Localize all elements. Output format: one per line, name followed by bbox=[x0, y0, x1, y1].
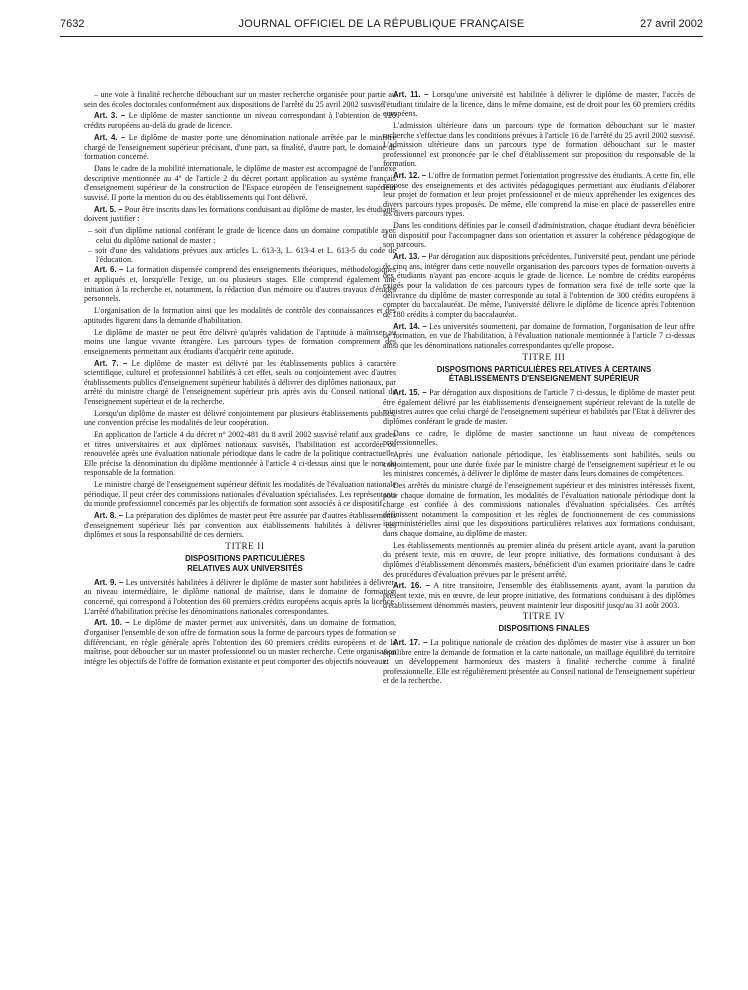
paragraph bbox=[383, 121, 695, 169]
article-number: Art. 5. – bbox=[94, 204, 123, 214]
article-text: La politique nationale de création des diplômes de master vise à assurer un bon équilibre entre la demande de formation et la carte nationale, un maillage équilibré du territoire et un développement harmonieux des masters à finalité recherche comme à finalité professionnelle. Elle est régulièrement présentée au Conseil national de l'enseignement supérieur et de la recherche. bbox=[383, 638, 696, 686]
article-text: Après une évaluation nationale périodique, les établissements sont habilités, seuls ou conjointement, pour une durée fixée par le ministre chargé de l'enseignement supérieur et le ou les ministres concernés, à délivrer le diplôme de master dans leurs domaines de compétences. bbox=[383, 450, 695, 479]
article-text: L'organisation de la formation ainsi que les modalités de contrôle des connaissances et des aptitudes figurent dans la demande d'habilitation. bbox=[84, 306, 396, 325]
article-number: Art. 7. – bbox=[94, 358, 128, 368]
article-number: Art. 16. – bbox=[393, 581, 430, 591]
article-number: Art. 8. – bbox=[94, 511, 124, 521]
article-paragraph bbox=[84, 265, 396, 303]
article-number: Art. 13. – bbox=[393, 252, 427, 262]
article-number: Art. 12. – bbox=[393, 171, 427, 181]
paragraph bbox=[383, 221, 695, 250]
article-paragraph bbox=[84, 359, 396, 407]
article-paragraph bbox=[84, 511, 396, 540]
article-number: Art. 10. – bbox=[94, 618, 130, 628]
article-text: – soit d'un diplôme national conférant le grade de licence dans un domaine compatible avec celui du diplôme national de master ; bbox=[88, 226, 396, 245]
article-text: Le diplôme de master est délivré par les établissements publics à caractère scientifique, culturel et professionnel habilités à cet effet, seuls ou conjointement avec d'autres établissements publics d'enseignement supérieur habilités à délivrer des diplômes nationaux, par arrêté du ministre chargé de l'enseignement supérieur pris après avis du Conseil national de l'enseignement supérieur et de la recherche. bbox=[84, 358, 397, 406]
article-number: Art. 11. – bbox=[393, 90, 429, 99]
article-paragraph bbox=[383, 388, 695, 426]
paragraph bbox=[84, 328, 396, 357]
article-text: Les universités soumettent, par domaine de formation, l'organisation de leur offre de formation, en vue de l'habilitation, à l'évaluation nationale mentionnée à l'article 7 ci-dessus ainsi que les dénominations nationales correspondantes qu'elle propose. bbox=[383, 321, 695, 350]
paragraph bbox=[383, 481, 695, 538]
article-text: Des arrêtés du ministre chargé de l'enseignement supérieur et des ministres intéressés fixent, pour chaque domaine de formation, les modalités de l'évaluation nationale périodique dont la charge est confiée à des commissions nationales d'évaluation spécialisées. Ces arrêtés définissent notamment la composition et les règles de fonctionnement de ces commissions interministérielles ainsi que les dispositions particulières relatives aux formations conduisant, dans chaque domaine, au diplôme de master. bbox=[383, 481, 695, 538]
journal-title: JOURNAL OFFICIEL DE LA RÉPUBLIQUE FRANÇAISE bbox=[238, 18, 525, 30]
paragraph bbox=[383, 541, 695, 579]
paragraph bbox=[84, 306, 396, 325]
article-text: – une voie à finalité recherche débouchant sur un master recherche organisée pour partie au sein des écoles doctorales conformément aux dispositions de l'arrêté du 25 avril 2002 susvisé. bbox=[84, 90, 396, 109]
article-paragraph bbox=[383, 638, 695, 686]
article-text: Par dérogation aux dispositions précédentes, l'université peut, pendant une période de cinq ans, intégrer dans cette nouvelle organisation des parcours types de formation ouverts à des étudiants n'ayant pas encore acquis le grade de licence. Le nombre de crédits européens exigés pour la validation de ces parcours types de formation sera fixé de telle sorte que la délivrance du diplôme de master corresponde au total à l'obtention de 300 crédits européens à compter du baccalauréat. De même, l'université délivre le diplôme de licence après l'obtention de 180 crédits à compter du baccalauréat. bbox=[383, 252, 696, 319]
paragraph bbox=[84, 164, 396, 202]
article-text: Le diplôme de master ne peut être délivré qu'après validation de l'aptitude à maîtriser au moins une langue vivante étrangère. Les parcours types de formation comprennent des enseignements permettant aux étudiants d'acquérir cette aptitude. bbox=[84, 327, 396, 356]
paragraph bbox=[84, 90, 396, 109]
paragraph bbox=[383, 450, 695, 479]
issue-date: 27 avril 2002 bbox=[640, 18, 703, 30]
article-text: Dans le cadre de la mobilité internationale, le diplôme de master est accompagné de l'annexe descriptive mentionnée au 4° de l'article 2 du décret portant application au système français d'enseignement supérieur de la construction de l'Espace européen de l'enseignement supérieur susvisé. Il porte la mention du ou des établissements qui l'ont délivré. bbox=[84, 164, 396, 202]
paragraph bbox=[383, 429, 695, 448]
article-text: Le ministre chargé de l'enseignement supérieur définit les modalités de l'évaluation nationale périodique. Il peut créer des commissions nationales d'évaluation spécialisées. Les représentants du monde professionnel concernés par les objectifs de formation sont associés à ce dispositif. bbox=[84, 480, 396, 509]
article-text: Les universités habilitées à délivrer le diplôme de master sont habilitées à délivrer, au niveau intermédiaire, le diplôme national de maîtrise, dans le domaine de formation concerné, qui correspond à l'obtention des 60 premiers crédits européens acquis après la licence. L'arrêté d'habilitation précise les dénominations nationales correspondantes. bbox=[84, 577, 396, 616]
article-text: Le diplôme de master sanctionne un niveau correspondant à l'obtention de 120 crédits européens au-delà du grade de licence. bbox=[84, 111, 396, 131]
article-paragraph bbox=[84, 618, 396, 666]
article-number: Art. 15. – bbox=[393, 388, 427, 398]
article-paragraph bbox=[383, 171, 695, 219]
paragraph bbox=[88, 245, 396, 265]
article-paragraph bbox=[84, 111, 396, 130]
article-text: Les établissements mentionnés au premier alinéa du présent article ayant, avant la parution du présent texte, mis en œuvre, de leur propre initiative, des formations conduisant à des diplômes d'établissement dénommés masters, bénéficient d'un examen prioritaire dans le cadre des procédures d'évaluation prévues par le présent arrêté. bbox=[383, 540, 695, 579]
article-text: Le diplôme de master porte une dénomination nationale arrêtée par le ministre chargé de l'enseignement supérieur précisant, d'une part, sa finalité, d'autre part, le domaine de formation concerné. bbox=[84, 132, 397, 162]
section-subtitle: DISPOSITIONS PARTICULIÈRES bbox=[185, 554, 305, 564]
article-paragraph bbox=[84, 205, 396, 224]
section-subtitle: RELATIVES AUX UNIVERSITÉS bbox=[187, 564, 303, 574]
article-number: Art. 9. – bbox=[94, 577, 124, 587]
article-text: La préparation des diplômes de master peut être assurée par d'autres établissements d'enseignement supérieur liés par convention aux établissements habilités à délivrer ces diplômes et sous la responsabilité de ces derniers. bbox=[84, 511, 397, 540]
page-number: 7632 bbox=[60, 18, 85, 30]
article-text: Lorsqu'un diplôme de master est délivré conjointement par plusieurs établissements publics, une convention précise les modalités de leur coopération. bbox=[84, 408, 396, 428]
article-text: En application de l'article 4 du décret n° 2002-481 du 8 avril 2002 susvisé relatif aux grades et titres universitaires et aux diplômes nationaux susvisés, l'habilitation est accordée ou renouvelée après une évaluation nationale périodique dans le cadre de la politique contractuelle. Elle précise la dénomination du diplôme mentionnée à l'article 4 ci-dessus ainsi que le nom du responsable de la formation. bbox=[84, 430, 396, 478]
article-text: – soit d'une des validations prévues aux articles L. 613-3, L. 613-4 et L. 613-5 du code de l'éducation. bbox=[88, 245, 396, 265]
article-paragraph bbox=[383, 90, 695, 119]
article-paragraph bbox=[383, 322, 695, 351]
article-text: L'offre de formation permet l'orientation progressive des étudiants. A cette fin, elle propose des enseignements et des activités pédagogiques permettant aux étudiants d'élaborer leur projet de formation et leur projet professionnel et de mieux appréhender les exigences des divers parcours types proposés. De même, elle comprend la mise en place de passerelles entre les divers parcours types. bbox=[383, 171, 695, 219]
page-header bbox=[60, 16, 703, 37]
article-text: La formation dispensée comprend des enseignements théoriques, méthodologiques et appliqués et, lorsqu'elle l'exige, un ou plusieurs stages. Elle comprend également une initiation à la recherche et, notamment, la rédaction d'un mémoire ou d'autres travaux d'études personnels. bbox=[84, 265, 396, 304]
section-subtitle: DISPOSITIONS FINALES bbox=[498, 624, 590, 634]
article-text: A titre transitoire, l'ensemble des établissements ayant, avant la parution du présent texte, mis en œuvre, de leur propre initiative, des formations conduisant à des diplômes d'établissement dénommés masters, peuvent maintenir leur dispositif jusqu'au 31 août 2003. bbox=[383, 581, 696, 610]
article-number: Art. 3. – bbox=[94, 111, 126, 121]
section-title: TITRE III bbox=[522, 351, 566, 362]
paragraph bbox=[88, 226, 396, 245]
article-number: Art. 14. – bbox=[393, 321, 427, 331]
article-text: Par dérogation aux dispositions de l'article 7 ci-dessus, le diplôme de master peut être également délivré par les établissements d'enseignement supérieur relevant de la tutelle de ministres autres que celui chargé de l'enseignement supérieur et habilités par l'Etat à délivrer des diplômes conférant le grade de master. bbox=[383, 388, 696, 426]
article-paragraph bbox=[84, 133, 396, 162]
article-text: Le diplôme de master permet aux universités, dans un domaine de formation, d'organiser l'ensemble de son offre de formation sous la forme de parcours types de formation se différenciant, en règle générale après l'obtention des 60 premiers crédits européens et de la maîtrise, pour déboucher sur un master professionnel ou un master recherche. Cette organisation intègre les objectifs de l'offre de formation existante et peut comporter des objectifs nouveaux. bbox=[84, 618, 397, 666]
article-text: Dans les conditions définies par le conseil d'administration, chaque étudiant devra bénéficier d'un dispositif pour l'accompagner dans son orientation et assurer la cohérence pédagogique de son parcours. bbox=[383, 221, 695, 250]
right-column bbox=[383, 90, 695, 688]
article-paragraph bbox=[383, 581, 695, 610]
article-paragraph bbox=[383, 252, 695, 319]
article-number: Art. 4. – bbox=[94, 132, 126, 142]
paragraph bbox=[84, 409, 396, 428]
paragraph bbox=[84, 480, 396, 509]
section-title: TITRE II bbox=[225, 541, 265, 552]
section-subtitle: ÉTABLISSEMENTS D'ENSEIGNEMENT SUPÉRIEUR bbox=[448, 374, 640, 384]
article-number: Art. 17. – bbox=[393, 638, 428, 648]
section-title: TITRE IV bbox=[522, 611, 566, 622]
paragraph bbox=[84, 430, 396, 478]
left-column bbox=[84, 90, 396, 669]
article-text: L'admission ultérieure dans un parcours type de formation débouchant sur le master recherche s'effectue dans les conditions prévues à l'article 16 de l'arrêté du 25 avril 2002 susvisé. L'admission ultérieure dans un parcours type de formation débouchant sur le master professionnel est prononcée par le chef d'établissement sur proposition du responsable de la formation. bbox=[383, 121, 695, 169]
article-text: Pour être inscrits dans les formations conduisant au diplôme de master, les étudiants doivent justifier : bbox=[84, 204, 396, 224]
section-subtitle: DISPOSITIONS PARTICULIÈRES RELATIVES À CERTAINS bbox=[436, 364, 652, 374]
article-paragraph bbox=[84, 578, 396, 616]
article-text: Dans ce cadre, le diplôme de master sanctionne un haut niveau de compétences professionnelles. bbox=[383, 428, 695, 448]
article-number: Art. 6. – bbox=[94, 265, 124, 275]
article-text: Lorsqu'une université est habilitée à délivrer le diplôme de master, l'accès de l'étudiant titulaire de la licence, dans le même domaine, est de droit pour les 60 premiers crédits européens. bbox=[383, 90, 696, 119]
